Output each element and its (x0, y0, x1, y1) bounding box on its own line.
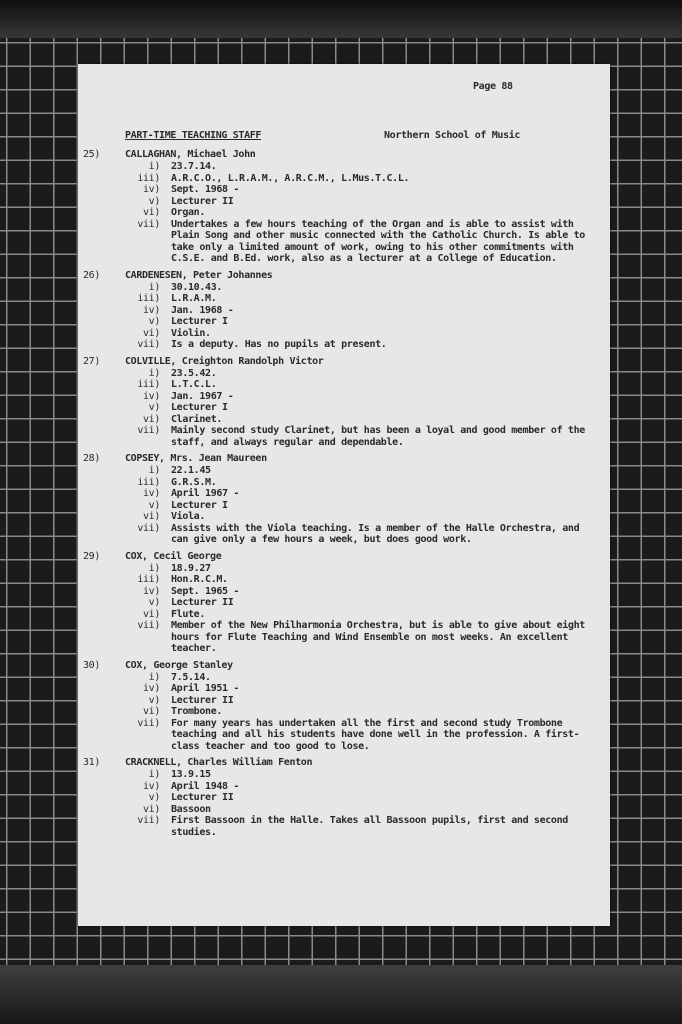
item-text: Lecturer II (171, 597, 234, 608)
entry-item (78, 173, 610, 185)
item-text: Bassoon (171, 803, 211, 815)
entry-number: 25) (83, 149, 101, 160)
staff-entry (78, 453, 610, 546)
item-text: Member of the New Philharmonia Orchestra, but is able to give about eight hours for Flute Teaching and Wind Ensemble on most weeks. An excellent teacher. (171, 620, 585, 654)
entry-header (78, 270, 610, 282)
entry-header (78, 356, 610, 368)
item-numeral: v) (148, 792, 160, 803)
item-numeral: iv) (142, 488, 160, 499)
entry-item (78, 379, 610, 391)
entry-header (78, 660, 610, 672)
staff-entry (78, 551, 610, 655)
item-numeral: i) (148, 281, 160, 293)
entry-item (78, 316, 610, 328)
item-text: 13.9.15 (171, 769, 211, 780)
item-text: First Bassoon in the Halle. Takes all Bassoon pupils, first and second studies. (171, 815, 568, 838)
entry-item (78, 500, 610, 512)
item-text: Hon.R.C.M. (171, 574, 228, 585)
entry-item (78, 683, 610, 695)
entry-item (78, 620, 610, 655)
staff-entry (78, 757, 610, 838)
item-numeral: vi) (142, 413, 160, 425)
entry-item (78, 718, 610, 753)
entry-item (78, 161, 610, 173)
item-numeral: vii) (137, 218, 160, 230)
entry-item (78, 488, 610, 500)
item-text: April 1967 - (171, 488, 240, 499)
item-text: L.R.A.M. (171, 293, 217, 304)
item-numeral: vi) (142, 706, 160, 717)
item-text: Organ. (171, 207, 206, 218)
entry-number: 26) (83, 269, 101, 281)
item-text: Violin. (171, 327, 211, 339)
staff-entries (78, 149, 610, 843)
entry-item (78, 391, 610, 403)
item-numeral: vii) (137, 522, 160, 534)
entry-item (78, 706, 610, 718)
item-text: L.T.C.L. (171, 379, 217, 390)
item-numeral: vi) (142, 803, 160, 815)
staff-name: CRACKNELL, Charles William Fenton (125, 757, 313, 768)
entry-item (78, 695, 610, 707)
item-text: For many years has undertaken all the first and second study Trombone teaching and all his students have done well in the profession. A first-class teacher and too good to lose. (171, 717, 580, 752)
item-text: Jan. 1967 - (171, 390, 234, 402)
item-text: 7.5.14. (171, 671, 211, 683)
institution-name: Northern School of Music (384, 130, 521, 141)
item-numeral: vii) (137, 717, 160, 729)
item-numeral: vi) (142, 608, 160, 620)
entry-number: 28) (83, 453, 101, 464)
staff-name: CARDENESEN, Peter Johannes (125, 269, 273, 281)
item-text: Viola. (171, 511, 206, 522)
item-numeral: i) (148, 367, 160, 379)
item-numeral: i) (148, 161, 160, 172)
staff-name: CALLAGHAN, Michael John (125, 149, 256, 160)
entry-number: 31) (83, 757, 101, 768)
entry-item (78, 672, 610, 684)
item-text: Mainly second study Clarinet, but has been a loyal and good member of the staff, and always regular and dependable. (171, 425, 585, 448)
camera-frame-bottom (0, 965, 682, 1024)
entry-item (78, 804, 610, 816)
item-text: Lecturer II (171, 792, 234, 803)
entry-header (78, 551, 610, 563)
staff-entry (78, 356, 610, 449)
item-numeral: i) (148, 562, 160, 574)
item-text: Lecturer I (171, 499, 228, 511)
entry-header (78, 757, 610, 769)
staff-name: COLVILLE, Creighton Randolph Victor (125, 355, 324, 367)
item-numeral: i) (148, 769, 160, 780)
item-numeral: i) (148, 671, 160, 683)
item-text: April 1948 - (171, 780, 240, 792)
item-text: Lecturer II (171, 195, 234, 207)
item-text: Sept. 1965 - (171, 585, 240, 597)
item-text: 23.7.14. (171, 161, 217, 172)
entry-number: 30) (83, 659, 101, 671)
item-numeral: v) (148, 499, 160, 511)
item-text: Sept. 1968 - (171, 184, 240, 195)
entry-item (78, 414, 610, 426)
entry-item (78, 402, 610, 414)
item-text: Undertakes a few hours teaching of the Organ and is able to assist with Plain Song and other music connected with the Catholic Church. Is able to take only a limited amount of work, owing to his other commitments with C.S.E. and B.Ed. work, also as a lecturer at a College of Education. (171, 218, 585, 264)
staff-name: COX, George Stanley (125, 659, 233, 671)
document-page (78, 64, 610, 926)
item-numeral: iv) (142, 683, 160, 694)
item-numeral: vii) (137, 425, 160, 436)
item-text: A.R.C.O., L.R.A.M., A.R.C.M., L.Mus.T.C.L. (171, 172, 410, 184)
entry-item (78, 196, 610, 208)
item-text: Lecturer II (171, 694, 234, 706)
entry-header (78, 149, 610, 161)
item-numeral: iii) (137, 574, 160, 585)
item-numeral: iv) (142, 780, 160, 792)
item-numeral: iv) (142, 585, 160, 597)
item-numeral: vii) (137, 815, 160, 826)
item-numeral: iii) (137, 172, 160, 184)
staff-entry (78, 270, 610, 351)
item-numeral: v) (148, 402, 160, 413)
entry-item (78, 293, 610, 305)
entry-item (78, 563, 610, 575)
item-numeral: v) (148, 597, 160, 608)
item-text: Jan. 1968 - (171, 304, 234, 316)
entry-number: 27) (83, 355, 101, 367)
item-text: 30.10.43. (171, 281, 223, 293)
item-numeral: v) (148, 694, 160, 706)
item-text: 23.5.42. (171, 367, 217, 379)
item-numeral: vi) (142, 207, 160, 218)
item-text: Flute. (171, 608, 206, 620)
item-text: Assists with the Viola teaching. Is a member of the Halle Orchestra, and can give only a few hours a week, but does good work. (171, 522, 580, 545)
item-text: April 1951 - (171, 683, 240, 694)
item-numeral: i) (148, 465, 160, 476)
entry-number: 29) (83, 550, 101, 562)
item-text: 18.9.27 (171, 562, 211, 574)
item-numeral: iii) (137, 476, 160, 488)
camera-frame-top (0, 0, 682, 40)
entry-item (78, 574, 610, 586)
item-numeral: iii) (137, 379, 160, 390)
entry-header (78, 453, 610, 465)
item-numeral: iii) (137, 293, 160, 304)
item-numeral: vi) (142, 511, 160, 522)
staff-entry (78, 660, 610, 753)
item-text: Lecturer I (171, 402, 228, 413)
item-numeral: v) (148, 316, 160, 327)
staff-name: COPSEY, Mrs. Jean Maureen (125, 453, 267, 464)
entry-item (78, 425, 610, 448)
item-numeral: iv) (142, 304, 160, 316)
item-numeral: v) (148, 195, 160, 207)
entry-item (78, 305, 610, 317)
entry-item (78, 586, 610, 598)
entry-item (78, 368, 610, 380)
item-numeral: iv) (142, 184, 160, 195)
item-text: 22.1.45 (171, 465, 211, 476)
item-numeral: vii) (137, 339, 160, 350)
page-number: Page 88 (473, 81, 513, 92)
entry-item (78, 282, 610, 294)
entry-item (78, 339, 610, 351)
entry-item (78, 328, 610, 340)
item-text: Is a deputy. Has no pupils at present. (171, 339, 387, 350)
entry-item (78, 769, 610, 781)
item-numeral: iv) (142, 390, 160, 402)
item-numeral: vi) (142, 327, 160, 339)
entry-item (78, 523, 610, 546)
entry-item (78, 465, 610, 477)
staff-entry (78, 149, 610, 265)
item-text: Clarinet. (171, 413, 223, 425)
entry-item (78, 597, 610, 609)
entry-item (78, 792, 610, 804)
item-numeral: vii) (137, 620, 160, 631)
item-text: Lecturer I (171, 316, 228, 327)
entry-item (78, 477, 610, 489)
section-heading: PART-TIME TEACHING STAFF (125, 130, 262, 141)
item-text: Trombone. (171, 706, 223, 717)
item-text: G.R.S.M. (171, 476, 217, 488)
entry-item (78, 219, 610, 265)
entry-item (78, 511, 610, 523)
entry-item (78, 184, 610, 196)
entry-item (78, 207, 610, 219)
staff-name: COX, Cecil George (125, 550, 222, 562)
entry-item (78, 815, 610, 838)
entry-item (78, 781, 610, 793)
entry-item (78, 609, 610, 621)
